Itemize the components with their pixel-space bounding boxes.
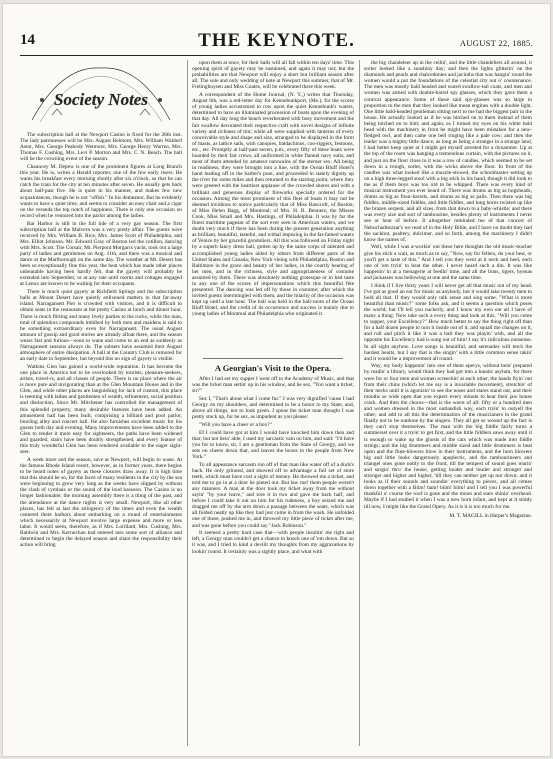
opera-article (192, 376, 354, 746)
paragraph: Watkins Glen has gained a world-wide reputation. It has become the one place in America not to be overlooked by tourists, pleasure-seekers, artists, travel-rs, and all classes of people. There is no place where the air is more pure and invigorating than at the Glen Mountain House and in the Glen, and while other places are languishing for lack of custom, this place is teeming with ladies and gentlemen of wealth, refinement, social position and distinction. Since Mr. Mitchener has controlled the management of this splendid property, many desirable features have been added. An amusement hall has been built, comprising a billiard and pool parlor, bowling alley and concert hall. He also furnishes excellent music for his guests both day and evening. Many improvements have been added to the Glen to render it more easy for sightseers, the paths have been widened and guarded, stairs have been doubly strengthened, and every feature of this truly wonderful Glen has been rendered available to the eager sight-seer. (20, 363, 182, 456)
newspaper-page (3, 4, 550, 756)
paragraph: the big chandeleer up in the ceilin', and the little chandeliers all around, it sorter looked like a sunshiny day; and then the lights glitterin' on the diamonds and pearls and chalcedonies and jacinths that was hangin' round the women would a put the foundations of the celestial city out o' countenance. The men was mostly bald headed and wared swallow-tail coats, and men and women was armed with double-barrel spy glasses, which they gave them a comical appearance. Some of these said spy-glasses was so large in proportion to the men that they looked like mean engines with a double light. One little bald-headed gentleman sitting next to me had the biggest pair in the house. He actually looked as if he was hitched on to them instead of them being hitched on to him; and again, as I turned my eyes on his white bald head with the machinery in front he might have been mistaken for a new-fledged owl, and then came one bell ringing like a pale cow; and then the leader was a mighty little dance, as long as being a stranger in a strange land, I had better keep quiet or I might get myself arrested for a dynamiter. Up at the top of the room was hanging a tremendous curtain, with the pictures on it, and just on the floor close to it was a row of candles, which seemed to be set down in a trough, sorter, with the wicks above the floor. In front of the candles was what looked like a muzzle-stowed, the schoolmaster setting up on a high three-legged stool with a big stick in his hand, though it did look to me as if them boys was too old to be whipped. There was every kind of musical instrument you ever heard of. There was drums as big as hogsheads, drums as big as flour-barrels, and drums as big as pails. Then there was big fiddles, middle-sized fiddles, and little fiddles, and long horns twisted up like the brazen serpent, and all sizes, from that down to a baby-whistle; and there was every size and sort of tambourine, besides plenty of instruments I never see or hear of before. It altogether reminded me of that concert of Nebuchadnezzar's we read of in the Holy Bible, and I have no doubt they had the sackbut, psaltery, dulcimer, and so forth, among the machinery I didn't know the names of. (364, 60, 532, 243)
society-heading-art (22, 60, 180, 130)
paragraph: Way, my body happenin' into one of them operys, without bein' prepared by readin' a library, would think they had got into a lunatic asylum, for there were for or four men and women screechin' at each other, the hands flyin' out from their chins (which let me say is a invariable movement), stretchin' of their necks until it is agonizin' to see the noses and stares stand out, and their mouths so wide open that you expect every minute to hear their jaw bones crack. And then the chorus—that is the worst of all: fifty or a hundred men and women dressed in the most outlandish way, each tryin' to outyell the other; and add to all this the determination of the musicianers in the grand finally not to be outdone by the singers. They all get so wound up the fact is they can't stop themselves. The man with the big fiddle fairly turns a summerset over it a tryin' to get first, and the little fiddlers saws away until it is enough to wake up the ghosts of the cats which was made into fiddle strings; and the big drummers and middle sized and little drummers is beat upon and the flute-blowers blow in their instruments, and the horn blowers big and little looks dangerously apoplectic, and the tambourineers and triangel ones gone nobly to the front, till the tempest of sound goes rearin' and surgin' thro' the house, getting louder and louder and stronger and stronger and higher and higher, 'till they can neither get up nor down; and it looks as if their sounds and soundin' everything to pieces, and all comes down together with a Biim! bam! biim! biim! and I tell you I was powerful thankful o' course the roof is gone and the moon and stars shinin' overhead. Maybe if I had studied it when I was a new born infant, and kept at it stiddy till now, I might like the Grand Opery. As it is it is too much for me. (364, 363, 532, 510)
society-heading-text: Society Notes (54, 90, 148, 109)
paragraph: There is much quiet gayety at Richfield Springs and the subscription balls at Mount Desert have quietly enlivened matters in that far-away island. Narragansett Pier is crowded with visitors, and it is difficult to obtain seats in the restaurant at the pretty Casino at lunch and dinner hour. There is much flirting and many lively parties to the rocks, while the man, total of splendors compounds imbibed by both men and maidens is said to be something extraordinary even for Narragansett. The usual August amount of gossip and good stories are already afloat there, and the season wears fast and furious—soon to wane and come to an end as suddenly as Narragansett seasons always do. The subsets have assumed their August atmosphere of entire dissipation. A ball at the Country Club is rumored for an early date in September, but beyond this no sign of gayety is visible. (20, 289, 182, 363)
paragraph: "Will you have a cheer or a box?" (199, 421, 272, 428)
column-3 (364, 60, 532, 746)
paragraph: Well, while I was a-workin' out these here thoughts the old music-teacher give his stick a wait, as much as to say, "Now, say fur fellers, do your best, or you'll get a taste of this." And I tell you they went at it neck and heel, each one of 'em tryin' to beat the other. I never heard such a din. It was like happenin' in at a menagerie at feedin' time, and all the lions, tigers, hyenas and jackasses was bellowing at one and the same time. (364, 244, 532, 281)
society-heading (20, 60, 182, 132)
paragraph: A correspondent of the Home Journal, (N. Y.,) writes that Thursday, August 6th, was a red-letter day for Kennebunkport, (Me.), for the scores of young ladies accustomed to row upon the quiet Kennebunk's waters, determined to have an illuminated procession of boats upon the evening of that day. All day long the beach reverberated with busy movement and the fair swallow decorated their respective craft with novel designs of infinite variety and richness of tint; while all were supplied with lanterns of every conceivable style and shape and size, arranged to be displayed in the form of masts, as lattice sails, with canopies, baldachinos, coo-riggers, festoons, etc., etc. Promptly at half-past seven, p.m., every fifty of these boats were boarded by their fair crews, all uniformed in white flannel navy suits; and most of them attended by amateur oarswains of the sterner sex. All being in readiness, they were brought into a line, with the Ocean Bluff Hotel's band leading off in the barber's punt, and proceeded in stately dignity up the river for some miles and then returned to the starting point, where they were greeted with the heartiest applause of the crowded shores and with a brilliant and generous display of fireworks specially ordered for the occasion. Among the most prominent of this fleet of boats it may not be deemed invidious to notice particularly that of Miss Bancroft, of Boston; of Miss Helen Bagg, of Montreal; of Mrs. H. B. Benners, the Misses Cook, Miss Small and Mrs. Hastings, of Philadelphia. It was by far the finest maritime pageant of the sort ever seen in American waters, and we doubt very much if there has been during the present generation anything as brilliant, beautiful, tasteful, and withal imposing in the far-famed waters of Venice by her graceful gondoliers. All this was followed on Friday night by a superb fancy dress ball, gotten up by the same corps of talented and accomplished young ladies aided by others from different parts of the United States and Canada; New York vieing with Philadelphia, Boston and Baltimore in the grace and beauty of her ladies, in the courtly bearing of her men, and in the richness, style and appropriateness of costume assumed by them. There was absolutely nothing grotesque or in bad taste in any one of the scores of impersonations which this beautiful fête presented. The dancing was led off by those in costume; after which the invited guests intermingled with them, and the hilarity of the occasion was kept up until a late hour. The ball was held in the ball-room of the Ocean Bluff Hotel, and the credit of its occurrence and success is mainly due to young ladies of Montreal and Philadelphia who originated it. (192, 92, 354, 318)
paragraph: upon them at once, for their balls will all fall within ten days' time. This opening spirit of gayety may be sustained, and again it may not; but the probabilities are that Newport will enjoy a short but brilliant season after all. The sole and only wedding of note at Newport this summer, that of Mr. Frelinghuysen and Miss Coates, will be celebrated there this week. (192, 60, 354, 91)
paragraph: Sez I, "That's about what I come fur." I was very dignified 'cause I had Georgy on my shoulders, and determined to be a honor to my State, and, above all things, not to look green. I spose the ticket man thought I was pretty stuck up, fur he sez, as impudent as you please: (192, 395, 354, 421)
col1-text (20, 132, 182, 548)
paragraph: I think if I live thirty years I will never get all that music out of my head. I've got as good an ear for music as anybody, but it would take twenty men to hold all that. If they would only talk sense and sing some. "What is more beautiful than music?" some folks ask, and it seems a question which poses the world; but I'll tell you nacherly, and I know my own ear all I have of many a thing: Now take such a every thing and look at this, "Will you come to supper, your Excellency?" How much better to say the thing right off than for a half dozen people to turn it inside out of it, and squall the changes on it, and roll and pitch it like it was a ball they was playin' with, and all the opposite his Excellency had is sung out of him! I say it's ridiculous nonsense. In all sight anyhow. Love songs is beautiful, and serenades will tetch the hardest hearts, but I say that is the singin' with a little common sense takin' and it would be a improvement all round. (364, 282, 532, 362)
paragraph: The subscription ball at the Newport Casino is fixed for the 28th inst. The lady patronesses will be Mrs. August Belmont, Mrs. William Waldorf Astor, Mrs. George Peabody Wetmore, Mrs. George Henry Warren, Mrs. Thomas F. Cushing, Mrs. Levi P. Morton and Mrs. C. N. Beach. The ball will be the crowning event of the season. (20, 132, 182, 163)
issue-date: AUGUST 22, 1885. (459, 38, 533, 48)
paragraph: Chauncey M. Depew is one of the prominent figures at Long Branch this year. He is, writes a Herald reporter, one of the few early risers. He wants his breakfast every morning shortly after six o'clock, so that he can catch the train for the city at ten minutes after seven. He usually gets back about half-past five. He is quiet in his manner, and makes few new acquaintances, though he is not "offish." In his demeanor. But he evidently wants to have a quiet time, and seems to consider an easy chair and a cigar on the veranda the top notch of happiness. There is only one occasion on record when he ventured into the parlor among the ladies. (20, 164, 182, 219)
column-separator (359, 60, 360, 746)
column-2 (192, 60, 354, 360)
paragraph: Bar Harbor is still in the full tide of a very gay season. The first subscription ball at the Malvern was a very pretty affair. The guests were received by Mrs. William B. Rice, Mrs. James Scott of Philadelphia, and Mrs. Elliot Johnson. Mr. Edward Gray of Boston led the cotillon, dancing with Mrs. Scott. The Corsair, Mr. Pierpont Morgan's yacht, took out a large party of ladies and gentlemen on Aug. 11th, and there was a musical and dance at the Marlborough on the same day. The weather at Mt. Desert has been so exceptionally fine this year, the heat which has made other places unbearable having been hardly felt, that the gayety will probably be extended into September, or at any rate until rooms and cottages engaged at Lenox are known to be waiting for their occupants. (20, 220, 182, 288)
column-separator (187, 60, 188, 746)
paragraph: A week more and the season, save at Newport, will begin to wane. At the famous Rhode Island resort, however, as in former years, there begins to be heard notes of gayety as these closures draw away. It is high time that this should be so, for the faces of many residents in the city by the sea were beginning to grow very long as the weeks have slipped by without the clash of cymbals or the sound of the loud bassoon. The Casino is no longer fashionable; the morning assembly there is a thing of the past, and the attendance at the dance nights is very small. Newport, like all other places, has felt at last the stringency of the times and even the wealth centered there harbors about embarking on a round of entertainments which necessarily at Newport involve large expense and more or less labor. It would seem, therefore, as if Mrs. Lorillard, Mrs. Cushing, Mrs. Baldwin and Mrs. Kernochan had entered into some sort of alliance and determined to begin the delayed season and share the responsibility their action will bring (20, 456, 182, 549)
paragraph: To all appearance sarcasm run off of that man like water off of a duck's back. He only grinned, and showed off to advantage a full set of store teeth, which must have cost a sight of money. He throwed me a ticket, and told me to go in at a door he pinted out. But law me! them people weren't any manners. A man at the door took my ticket away from me without sayin' "by your leave," and tore it in two and gave me back half, and before I could take it out on him for his rudeness, a boy seized me and dragged me off by the arm down a passage between the seats, which was all folded neatly up like they had just come in from the wash. He unfolded one of these, pushed me in, and throwed my little piece of ticket after me, and was gone before you could say "Jack Robinson." (192, 461, 354, 529)
page-header (20, 32, 533, 54)
paragraph: Ef I could have got at him I would have knocked him down then and thar; but not bein' able, I used my sarcastic vain on him, and said: "I'd have you for to know, sir, I am a gentleman from the State of Georgy, and we sets on cheers down thar, and leaves the boxes to the people from New York." (192, 429, 354, 460)
header-rule (20, 55, 533, 56)
masthead: THE KEYNOTE. (198, 30, 355, 51)
paragraph: After I had set my supper I went off to the Academy of Music, and that was the ticket man settin' up in his window, and he sez, "You want a ticket, sir?" (192, 376, 354, 395)
column-1 (20, 60, 182, 746)
page-number: 14 (20, 32, 35, 48)
article-signature: M. T. MAGILL in Harper's Magazine. (449, 512, 532, 519)
section-rule (203, 358, 343, 359)
paragraph: It seemed a pretty hard case that—with people insultin' me right and left, a Georgy man couldn't get a chance to knock one of 'em down. But so it was, and I tried to kind a devilit my thoughts from my aggravations by lookin' round. It certainly was a sightly place, and what with (192, 530, 354, 555)
article-title: A Georgian's Visit to the Opera. (214, 363, 332, 373)
